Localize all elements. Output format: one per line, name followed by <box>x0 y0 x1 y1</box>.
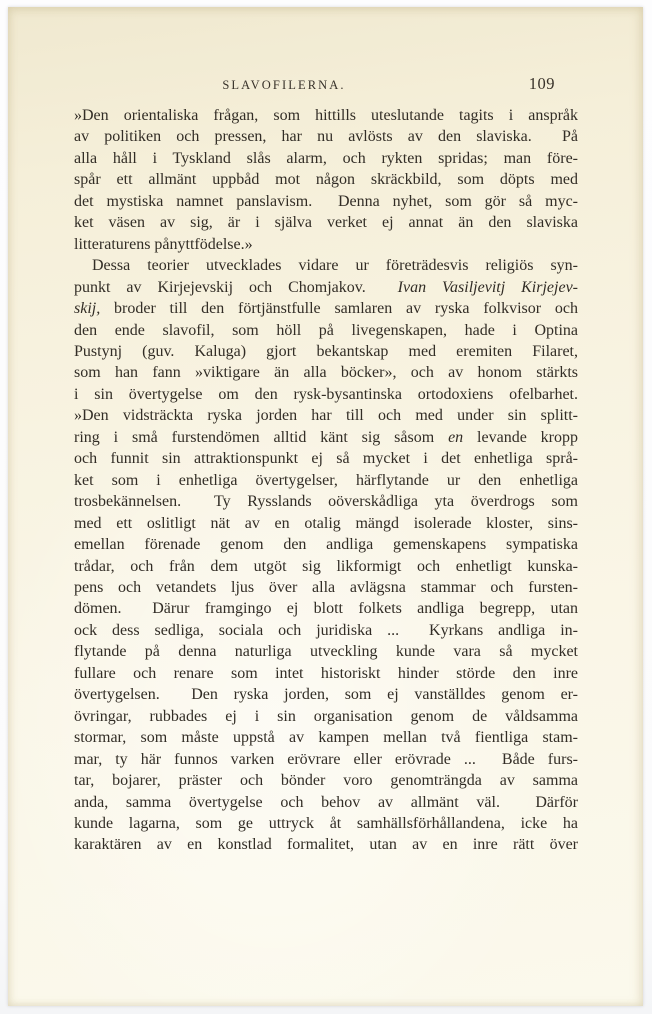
text-line <box>74 341 578 362</box>
text-line <box>74 834 578 855</box>
text-segment: »Den orientaliska frågan, som hittills uteslutande tagits i anspråk <box>74 107 578 124</box>
text-segment: karaktären av en konstlad formalitet, utan av en inre rätt över <box>74 836 578 854</box>
text-segment: övertygelsen. Den ryska jorden, som ej vanställdes genom er- <box>74 686 578 704</box>
text-line <box>74 598 578 619</box>
text-segment: Pustynj (guv. Kaluga) gjort bekantskap med eremiten Filaret, <box>74 342 578 360</box>
text-segment: flytande på denna naturliga utveckling kunde vara så mycket <box>74 643 578 661</box>
text-line <box>74 405 578 426</box>
text-line <box>74 577 578 598</box>
text-segment: punkt av Kirjejevskij och Chomjakov. <box>74 278 398 296</box>
text-segment: tar, bojarer, präster och bönder voro genomträngda av samma <box>74 772 578 790</box>
text-line <box>74 255 578 276</box>
text-segment: alla håll i Tyskland slås alarm, och rykten spridas; man före- <box>74 149 578 167</box>
text-line <box>74 169 578 190</box>
text-segment: ket som i enhetliga övertygelser, härflytande ur den enhetliga <box>74 471 578 489</box>
text-segment: stormar, som måste uppstå av kampen mellan två fientliga stam- <box>74 729 578 747</box>
text-line <box>74 556 578 577</box>
text-line <box>74 362 578 383</box>
page-number: 109 <box>528 74 555 93</box>
text-segment: litteraturens pånyttfödelse.» <box>74 235 253 253</box>
text-line <box>74 298 578 319</box>
text-segment: pens och vetandets ljus över alla avlägsna stammar och fursten- <box>74 578 578 596</box>
text-segment: en <box>448 428 464 446</box>
text-segment: mar, ty här funnos varken erövrare eller erövrade ... Både furs- <box>74 750 578 768</box>
text-line <box>74 470 578 491</box>
text-segment: i sin övertygelse om den rysk-bysantinska ortodoxiens ofelbarhet. <box>74 385 578 403</box>
text-line <box>74 749 578 770</box>
text-line <box>74 105 578 126</box>
text-segment: ring i små furstendömen alltid känt sig såsom <box>74 428 449 446</box>
text-segment: Dessa teorier utvecklades vidare ur företrädesvis religiös syn- <box>92 257 578 275</box>
text-line <box>74 706 578 727</box>
text-segment: ket väsen av sig, är i själva verket ej annat än den slaviska <box>74 214 578 232</box>
text-segment: av politiken och pressen, har nu avlösts av den slaviska. På <box>74 128 578 146</box>
text-segment: skij, <box>74 300 101 318</box>
text-line <box>74 234 578 255</box>
text-segment: den ende slavofil, som höll på livegenskapen, hade i Optina <box>74 321 578 339</box>
running-header <box>74 76 578 96</box>
text-line <box>74 663 578 684</box>
text-segment: broder till den förtjänstfulle samlaren av ryska folkvisor och <box>100 300 578 318</box>
text-segment: levande kropp <box>463 428 578 446</box>
text-segment: med ett oslitligt nät av en otalig mängd isolerade kloster, sins- <box>74 514 578 532</box>
text-line <box>74 684 578 705</box>
text-line <box>74 384 578 405</box>
text-line <box>74 813 578 834</box>
text-segment: kunde lagarna, som ge uttryck åt samhällsförhållandena, icke ha <box>74 814 578 832</box>
text-line <box>74 277 578 298</box>
text-segment: ock dess sedliga, sociala och juridiska ... Kyrkans andliga in- <box>74 621 578 639</box>
running-header-title: SLAVOFILERNA. <box>222 78 346 92</box>
text-segment: Ivan Vasiljevitj Kirjejev- <box>397 278 578 296</box>
paragraph <box>74 105 578 255</box>
text-line <box>74 513 578 534</box>
text-segment: trosbekännelsen. Ty Rysslands oöverskådliga yta överdrogs som <box>74 493 578 511</box>
text-line <box>74 491 578 512</box>
body-text <box>74 105 578 856</box>
text-line <box>74 534 578 555</box>
text-line <box>74 212 578 233</box>
text-segment: trådar, och från dem utgöt sig likformigt och enhetligt kunska- <box>74 557 578 575</box>
text-segment: »Den vidsträckta ryska jorden har till och med under sin splitt- <box>74 407 578 425</box>
text-line <box>74 148 578 169</box>
text-line <box>74 126 578 147</box>
text-segment: fullare och renare som intet historiskt hinder störde den inre <box>74 664 578 682</box>
text-segment: och funnit sin attraktionspunkt ej så mycket i det enhetliga språ- <box>74 450 578 468</box>
paragraph <box>74 255 578 856</box>
text-segment: spår ett allmänt uppbåd mot någon skräckbild, som döpts med <box>74 171 578 189</box>
text-line <box>74 427 578 448</box>
text-line <box>74 620 578 641</box>
text-line <box>74 641 578 662</box>
text-segment: dömen. Därur framgingo ej blott folkets andliga begrepp, utan <box>74 600 578 618</box>
text-segment: som han fann »viktigare än alla böcker», och av honom stärkts <box>74 364 578 382</box>
book-page <box>8 7 643 1006</box>
text-line <box>74 191 578 212</box>
text-line <box>74 727 578 748</box>
text-segment: övringar, rubbades ej i sin organisation genom de våldsamma <box>74 707 578 725</box>
text-line <box>74 320 578 341</box>
text-segment: det mystiska namnet panslavism. Denna nyhet, som gör så myc- <box>74 192 578 210</box>
text-line <box>74 448 578 469</box>
text-segment: anda, samma övertygelse och behov av allmänt väl. Därför <box>74 793 578 811</box>
text-line <box>74 770 578 791</box>
text-segment: emellan förenade genom den andliga gemenskapens sympatiska <box>74 536 578 554</box>
text-line <box>74 792 578 813</box>
